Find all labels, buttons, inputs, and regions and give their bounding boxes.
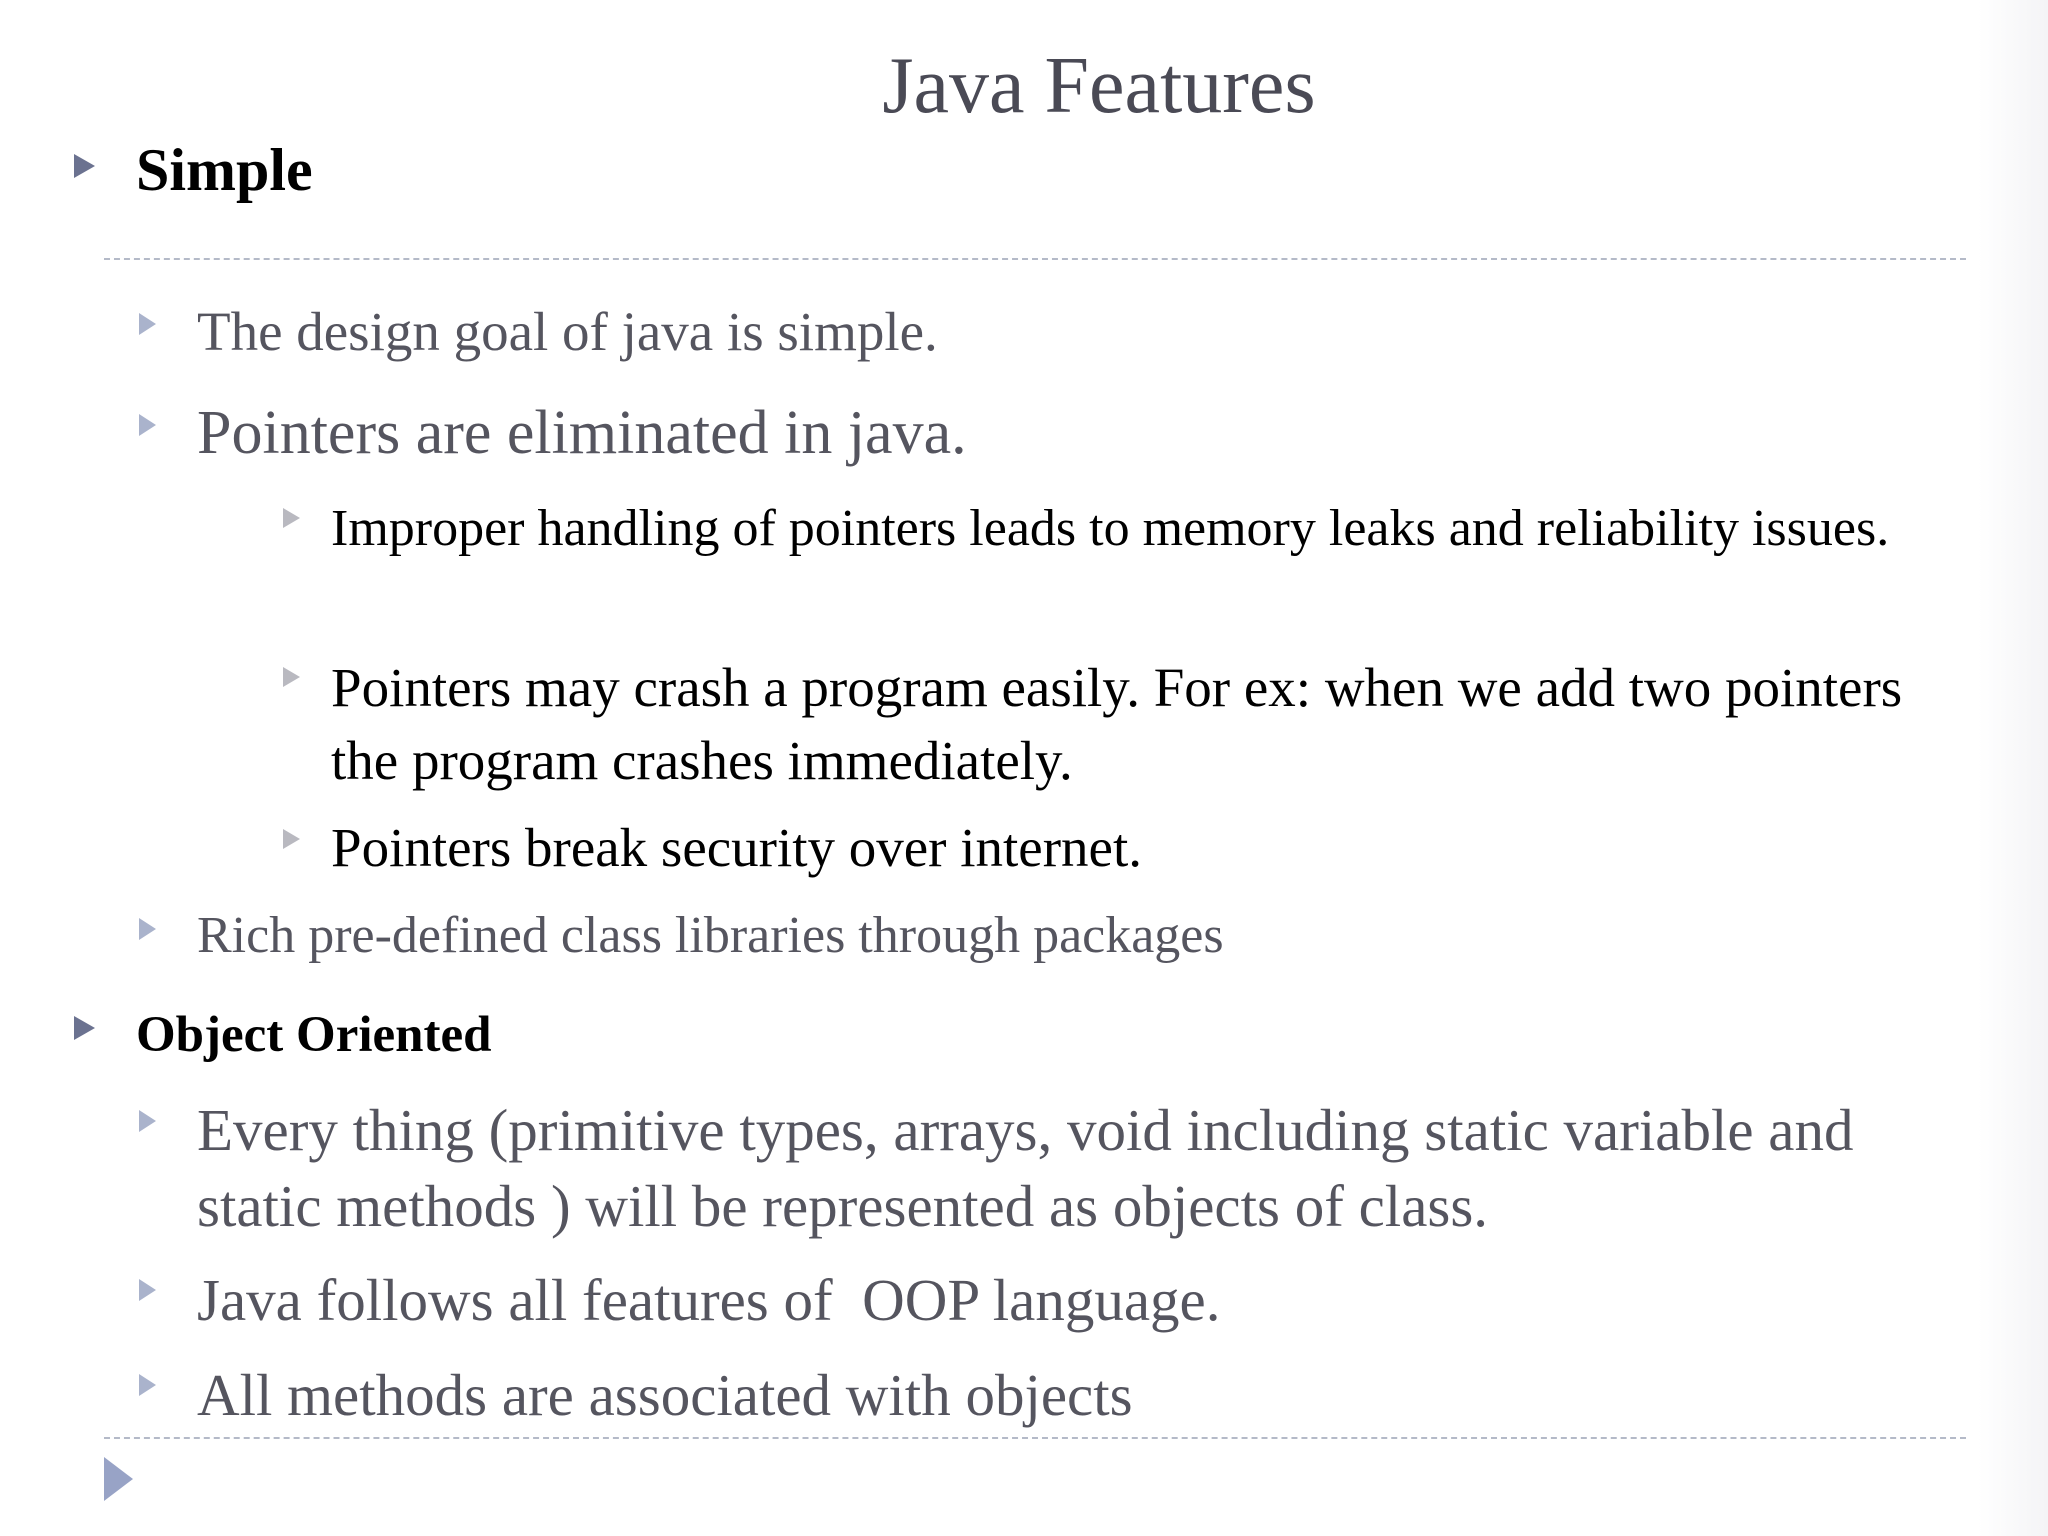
bullet-arrow-icon	[139, 1374, 156, 1396]
list-item-text: Pointers break security over internet.	[331, 817, 1142, 878]
list-item-detail	[283, 813, 1923, 883]
section-heading-label: Object Oriented	[136, 1007, 492, 1063]
bullet-arrow-icon	[139, 918, 156, 940]
list-item	[139, 904, 1939, 968]
list-item-text: Rich pre-defined class libraries through packages	[197, 907, 1224, 964]
list-item	[139, 398, 1939, 468]
top-divider	[104, 258, 1966, 260]
list-item-text: Pointers may crash a program easily. For ex: when we add two pointers the program crashes immediately.	[331, 657, 1903, 791]
section-heading-simple	[74, 132, 1274, 208]
slide-title: Java Features	[882, 42, 1316, 130]
list-item-text: The design goal of java is simple.	[197, 301, 938, 362]
bullet-arrow-icon	[139, 313, 156, 335]
list-item-detail	[283, 494, 1923, 564]
list-item-text: Java follows all features of OOP language.	[197, 1267, 1221, 1333]
next-slide-arrow-icon	[104, 1457, 133, 1501]
bullet-arrow-icon	[283, 667, 300, 687]
list-item-text: Improper handling of pointers leads to memory leaks and reliability issues.	[331, 500, 1890, 557]
bullet-arrow-icon	[139, 1110, 156, 1132]
bullet-arrow-icon	[74, 1016, 95, 1040]
bullet-arrow-icon	[283, 829, 300, 849]
slide-edge-shade	[1978, 0, 2048, 1536]
list-item-text: Every thing (primitive types, arrays, void including static variable and static methods ) will be represented as objects of class.	[197, 1097, 1854, 1239]
bullet-arrow-icon	[139, 1279, 156, 1301]
list-item	[139, 300, 1939, 364]
list-item	[139, 1092, 1889, 1244]
bottom-divider	[104, 1437, 1966, 1439]
section-heading-object-oriented	[74, 1004, 1274, 1066]
list-item-text: All methods are associated with objects	[197, 1362, 1133, 1428]
list-item	[139, 1360, 1889, 1430]
list-item-detail	[283, 651, 1923, 797]
list-item	[139, 1264, 1889, 1336]
bullet-arrow-icon	[139, 414, 156, 436]
list-item-text: Pointers are eliminated in java.	[197, 399, 967, 467]
bullet-arrow-icon	[74, 154, 95, 178]
bullet-arrow-icon	[283, 508, 300, 528]
section-heading-label: Simple	[136, 137, 313, 203]
